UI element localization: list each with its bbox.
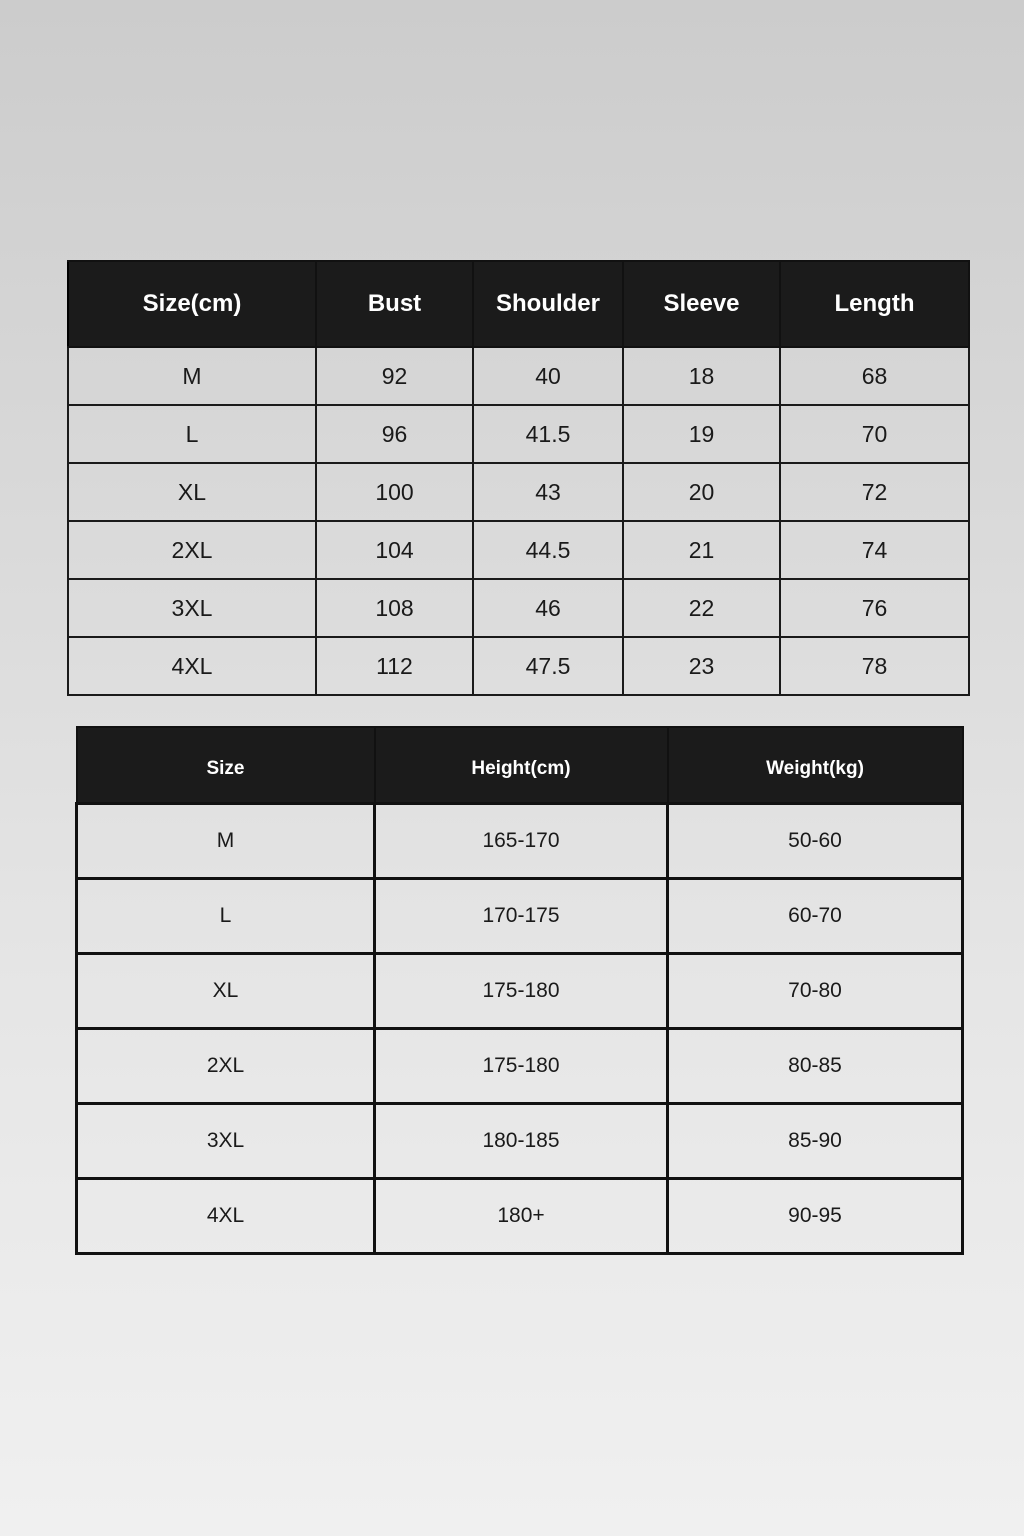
table-row — [77, 1028, 963, 1103]
cell-shoulder: 47.5 — [473, 637, 623, 695]
cell-sleeve: 19 — [623, 405, 780, 463]
cell-sleeve: 21 — [623, 521, 780, 579]
size-measurements-table — [67, 260, 970, 696]
cell-size: 4XL — [68, 637, 316, 695]
cell-shoulder: 46 — [473, 579, 623, 637]
cell-sleeve: 22 — [623, 579, 780, 637]
cell-weight: 90-95 — [668, 1178, 963, 1253]
cell-shoulder: 40 — [473, 347, 623, 405]
cell-length: 78 — [780, 637, 969, 695]
cell-height: 175-180 — [375, 953, 668, 1028]
cell-size: M — [77, 803, 375, 878]
cell-size: M — [68, 347, 316, 405]
table-row — [77, 953, 963, 1028]
header-weight: Weight(kg) — [668, 727, 963, 803]
cell-sleeve: 18 — [623, 347, 780, 405]
table-row — [77, 803, 963, 878]
header-size: Size(cm) — [68, 261, 316, 347]
cell-size: L — [77, 878, 375, 953]
cell-height: 180-185 — [375, 1103, 668, 1178]
cell-bust: 108 — [316, 579, 473, 637]
cell-bust: 104 — [316, 521, 473, 579]
cell-height: 175-180 — [375, 1028, 668, 1103]
cell-weight: 70-80 — [668, 953, 963, 1028]
cell-shoulder: 41.5 — [473, 405, 623, 463]
cell-size: L — [68, 405, 316, 463]
cell-bust: 96 — [316, 405, 473, 463]
header-size: Size — [77, 727, 375, 803]
cell-sleeve: 23 — [623, 637, 780, 695]
cell-size: XL — [68, 463, 316, 521]
table-row — [77, 878, 963, 953]
table-row — [68, 637, 969, 695]
table-row — [68, 405, 969, 463]
cell-length: 70 — [780, 405, 969, 463]
cell-weight: 50-60 — [668, 803, 963, 878]
cell-weight: 60-70 — [668, 878, 963, 953]
size-fit-table — [75, 726, 964, 1255]
header-bust: Bust — [316, 261, 473, 347]
cell-height: 180+ — [375, 1178, 668, 1253]
table-row — [68, 347, 969, 405]
cell-shoulder: 44.5 — [473, 521, 623, 579]
cell-bust: 112 — [316, 637, 473, 695]
table-row — [68, 463, 969, 521]
cell-height: 165-170 — [375, 803, 668, 878]
cell-sleeve: 20 — [623, 463, 780, 521]
cell-height: 170-175 — [375, 878, 668, 953]
cell-bust: 100 — [316, 463, 473, 521]
cell-shoulder: 43 — [473, 463, 623, 521]
header-height: Height(cm) — [375, 727, 668, 803]
header-shoulder: Shoulder — [473, 261, 623, 347]
header-length: Length — [780, 261, 969, 347]
cell-size: 4XL — [77, 1178, 375, 1253]
table-row — [68, 579, 969, 637]
cell-length: 76 — [780, 579, 969, 637]
table-row — [77, 1178, 963, 1253]
table-row — [77, 1103, 963, 1178]
table-header-row — [68, 261, 969, 347]
cell-length: 74 — [780, 521, 969, 579]
cell-size: 3XL — [68, 579, 316, 637]
table-header-row — [77, 727, 963, 803]
cell-size: 2XL — [68, 521, 316, 579]
cell-bust: 92 — [316, 347, 473, 405]
cell-size: 3XL — [77, 1103, 375, 1178]
cell-weight: 85-90 — [668, 1103, 963, 1178]
cell-length: 72 — [780, 463, 969, 521]
cell-size: XL — [77, 953, 375, 1028]
header-sleeve: Sleeve — [623, 261, 780, 347]
cell-weight: 80-85 — [668, 1028, 963, 1103]
table-row — [68, 521, 969, 579]
cell-length: 68 — [780, 347, 969, 405]
cell-size: 2XL — [77, 1028, 375, 1103]
